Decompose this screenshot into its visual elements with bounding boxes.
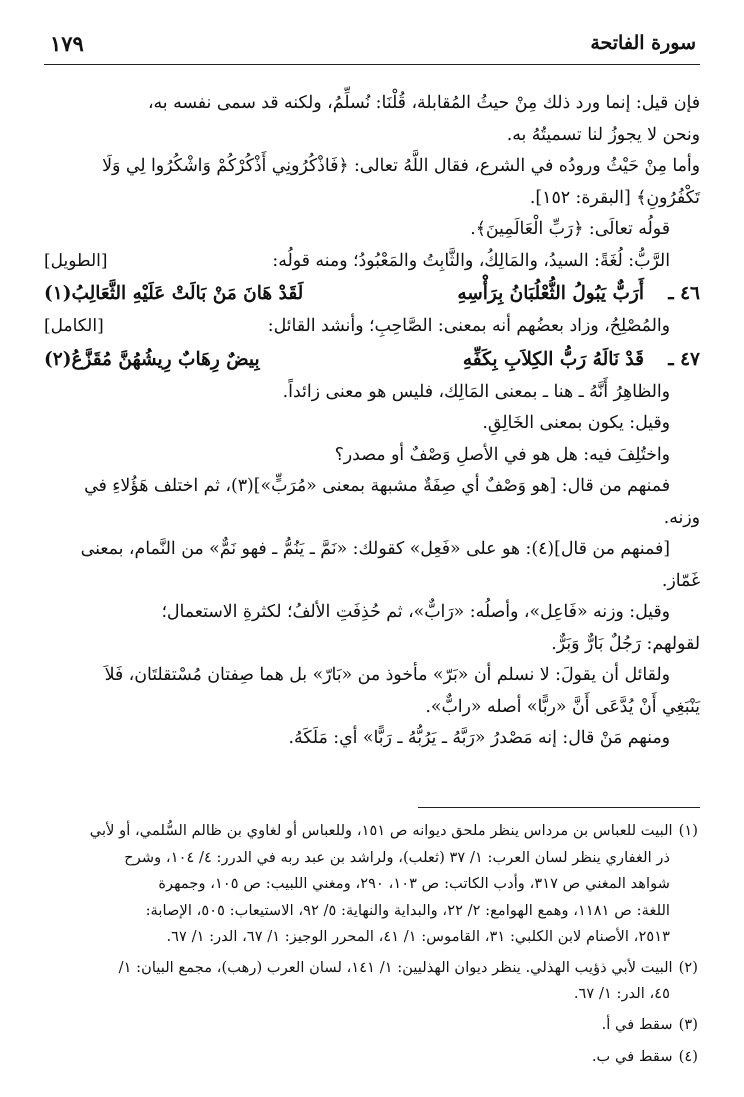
main-text bbox=[44, 88, 700, 755]
footnote-divider bbox=[418, 807, 700, 808]
footnote-number: (٤) bbox=[678, 1048, 698, 1065]
paragraph: لقولهم: رَجُلٌ بَارٌّ وَبَرٌّ. bbox=[551, 633, 700, 654]
poetry-verse bbox=[44, 277, 700, 311]
footnote-line: ذر الغفاري ينظر لسان العرب: ١/ ٣٧ (ثعلب)، ولراشد بن عبد ربه في الدرر: ٤/ ١٠٤، وشرح bbox=[124, 848, 670, 866]
paragraph: وقيل: وزنه «فَاعِل»، وأصلُه: «رَابٌّ»، ثم حُذِفَتِ الألفُ؛ لكثرةِ الاستعمال؛ bbox=[161, 602, 670, 622]
paragraph: تَكْفُرُونِ﴾ [البقرة: ١٥٢]. bbox=[529, 187, 700, 208]
footnote bbox=[44, 818, 698, 951]
paragraph: فمنهم من قال: [هو وَصْفٌ أي صِفَةٌ مشبهة بمعنى «مُرَبٍّ»](٣)، ثم اختلف هَؤُلاءِ في bbox=[84, 476, 670, 496]
footnote bbox=[44, 955, 698, 1008]
page-header bbox=[44, 30, 700, 65]
paragraph: وقيل: يكون بمعنى الخَالِقِ. bbox=[482, 413, 670, 433]
paragraph: غَمّاز. bbox=[661, 570, 700, 591]
footnotes bbox=[44, 818, 698, 1077]
footnote bbox=[44, 1012, 698, 1039]
verse-number: ٤٧ ـ bbox=[668, 348, 700, 370]
verse-number: ٤٦ ـ bbox=[668, 283, 700, 304]
footnote-line: ٤٥، الدر: ١/ ٦٧. bbox=[573, 985, 670, 1002]
paragraph: قولُه تعالَى: ﴿رَبِّ الْعَالَمِينَ﴾. bbox=[470, 219, 670, 239]
footnote-line: شواهد المغني ص ٣١٧، وأدب الكاتب: ص ١٠٣، ٢٩٠، ومغني اللبيب: ص ١٠٥، وجمهرة bbox=[158, 875, 670, 892]
meter-tag-kamil: [الكامل] bbox=[44, 316, 104, 336]
footnote-line: البيت لأبي ذؤيب الهذلي. ينظر ديوان الهذليين: ١/ ١٤١، لسان العرب (رهب)، مجمع البيان: ١/ bbox=[118, 958, 673, 976]
paragraph: واختُلِفَ فيه: هل هو في الأصلِ وَصْفٌ أو مصدر؟ bbox=[334, 444, 670, 465]
page-number: ١٧٩ bbox=[50, 31, 84, 56]
verse-hemistich-second: بِيضٌ رِهَابٌ رِيشُهُنَّ مُقَزَّعُ(٢) bbox=[44, 348, 260, 370]
surah-title: سورة الفاتحة bbox=[590, 32, 696, 54]
footnote-line: سقط في ب. bbox=[591, 1048, 673, 1065]
paragraph: والظاهِرُ أَنَّهُ ـ هنا ـ بمعنى المَالِك، فليس هو معنى زائداً. bbox=[282, 381, 670, 402]
verse-hemistich-second: لَقَدْ هَانَ مَنْ بَالَتْ عَلَيْهِ الثَّعَالِبُ(١) bbox=[44, 283, 304, 304]
paragraph: وأما مِنْ حَيْثُ ورودُه في الشرع، فقال اللَّهُ تعالى: ﴿فَاذْكُرُونِي أَذْكُرْكُمْ وَاشْكُرُوا لِي وَلَا bbox=[102, 156, 700, 176]
paragraph: والمُصْلِحُ، وزاد بعضُهم أنه بمعنى: الصَّاحِبِ؛ وأنشد القائل: bbox=[267, 316, 670, 336]
paragraph-with-meter bbox=[44, 311, 700, 343]
footnote-number: (١) bbox=[678, 822, 698, 839]
meter-tag-tawil: [الطويل] bbox=[44, 250, 108, 271]
paragraph: ومنهم مَنْ قال: إنه مَصْدرُ «رَبَّهُ ـ يَرُبُّهُ ـ رَبًّا» أي: مَلَكَهُ. bbox=[288, 728, 670, 748]
paragraph: يَنْبَغِي أَنْ يُدَّعَى أَنَّ «ربًّا» أصله «رابٌّ». bbox=[425, 696, 700, 717]
footnote bbox=[44, 1044, 698, 1071]
paragraph: ونحن لا يجوزُ لنا تسميتُهُ به. bbox=[506, 124, 700, 145]
paragraph: ولقائل أن يقولَ: لا نسلم أن «بَرّ» مأخوذ من «بَارّ» بل هما صِفتان مُسْتقلتَان، فَلاَ bbox=[104, 665, 670, 685]
paragraph: الرَّبُّ: لُغَةً: السيدُ، والمَالِكُ، والثَّابِتُ والمَعْبُودُ؛ ومنه قولُه: bbox=[272, 250, 670, 271]
paragraph: فإن قيل: إنما ورد ذلك مِنْ حيثُ المُقابلة، قُلْنَا: نُسلِّمُ، ولكنه قد سمى نفسه به، bbox=[147, 93, 700, 113]
poetry-verse bbox=[44, 343, 700, 377]
footnote-line: سقط في أ. bbox=[601, 1015, 673, 1033]
paragraph-with-meter bbox=[44, 246, 700, 278]
verse-hemistich-first: قَدْ نَالَهُ رَبُّ الكِلاَبِ بِكَفِّهِ bbox=[462, 348, 644, 370]
footnote-number: (٢) bbox=[678, 958, 698, 976]
paragraph: [فمنهم من قال](٤): هو على «فَعِل» كقولك: «نَمَّ ـ يَنُمُّ ـ فهو نَمٌّ» من النَّمام، بمعنى bbox=[80, 539, 670, 559]
paragraph: وزنه. bbox=[663, 507, 700, 528]
footnote-number: (٣) bbox=[678, 1015, 698, 1033]
footnote-line: البيت للعباس بن مرداس ينظر ملحق ديوانه ص ١٥١، وللعباس أو لغاوي بن ظالم السُّلمي، أو لأبي bbox=[89, 822, 673, 839]
footnote-line: ٢٥١٣، الأصنام لابن الكلبي: ٣١، القاموس: ١/ ٤١، المحرر الوجيز: ١/ ٦٧، الدر: ١/ ٦٧. bbox=[166, 928, 670, 945]
footnote-line: اللغة: ص ١١٨١، وهمع الهوامع: ٢/ ٢٢، والبداية والنهاية: ٥/ ٩٢، الاستيعاب: ٥٠٥، الإصابة: bbox=[145, 901, 670, 919]
verse-hemistich-first: أَرَبٌّ يَبُولُ الثُّعْلُبَانُ بِرَأْسِهِ bbox=[457, 283, 644, 304]
